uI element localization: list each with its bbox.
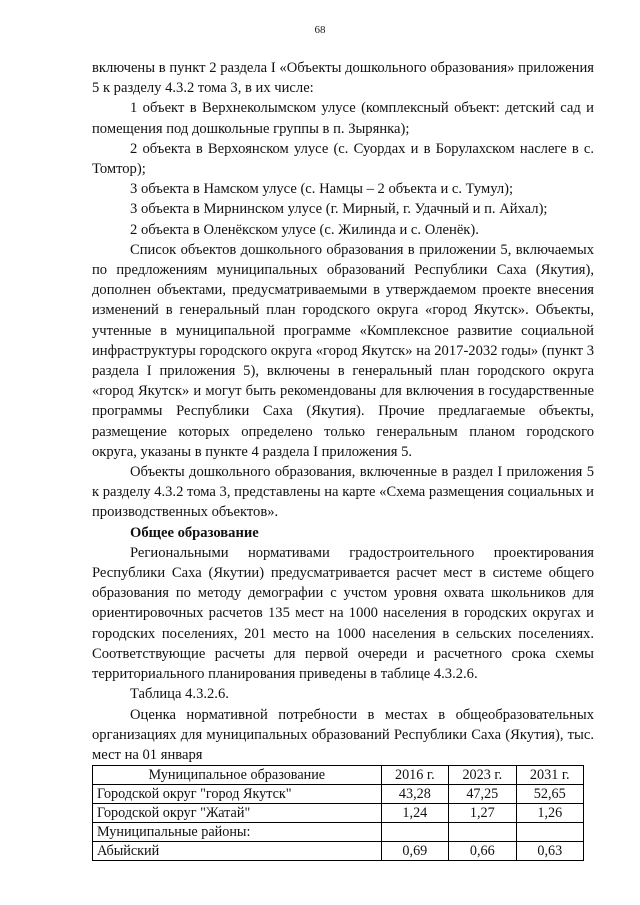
table-row xyxy=(93,823,584,842)
table-cell xyxy=(449,823,516,842)
list-item: 1 объект в Верхнеколымском улусе (комплексный объект: детский сад и помещения под дошкольные группы в п. Зырянка); xyxy=(92,100,594,137)
table-row xyxy=(93,785,584,804)
table-row xyxy=(93,842,584,861)
table-cell: Городской округ "город Якутск" xyxy=(93,785,382,804)
table-cell xyxy=(516,823,583,842)
list-item: 2 объекта в Оленёкском улусе (с. Жилинда и с. Оленёк). xyxy=(130,221,479,238)
table-header-cell: 2023 г. xyxy=(449,766,516,785)
list-item: 2 объекта в Верхоянском улусе (с. Суордах и в Борулахском наслеге в с. Томтор); xyxy=(92,140,594,178)
paragraph: включены в пункт 2 раздела I «Объекты дошкольного образования» приложения 5 к разделу 4.3.2 тома 3, в их числе: xyxy=(92,60,594,97)
table-cell: 1,27 xyxy=(449,804,516,823)
table-cell: 0,69 xyxy=(381,842,448,861)
table-caption: Оценка нормативной потребности в местах в общеобразовательных организациях для муниципальных образований Республики Саха (Якутия), тыс. мест на 01 января xyxy=(92,706,594,763)
table-cell: 1,26 xyxy=(516,804,583,823)
section-heading: Общее образование xyxy=(130,524,259,541)
list-item: 3 объекта в Мирнинском улусе (г. Мирный, г. Удачный и п. Айхал); xyxy=(130,201,548,218)
paragraph: Объекты дошкольного образования, включенные в раздел I приложения 5 к разделу 4.3.2 тома 3, представлены на карте «Схема размещения социальных и производственных объектов». xyxy=(92,464,594,521)
table-header-row xyxy=(93,766,584,785)
table-cell: 0,63 xyxy=(516,842,583,861)
table-cell: 47,25 xyxy=(449,785,516,804)
paragraph: Список объектов дошкольного образования в приложении 5, включаемых по предложениям муниципальных образований Республики Саха (Якутия), дополнен объектами, предусматриваемыми в утверждаемом проекте внесения изменений в генеральный план городского округа «город Якутск». Объекты, учтенные в муниципальной программе «Комплексное развитие социальной инфраструктуры городского округа «город Якутск» на 2017-2032 годы» (пункт 3 раздела I приложения 5), включены в генеральный план городского округа «город Якутск» и могут быть рекомендованы для включения в государственные программы Республики Саха (Якутия). Прочие предлагаемые объекты, размещение которых определено только генеральным планом городского округа, указаны в пункте 4 раздела I приложения 5. xyxy=(92,241,594,460)
table-cell: 52,65 xyxy=(516,785,583,804)
table-cell: Муниципальные районы: xyxy=(93,823,382,842)
document-body xyxy=(92,58,594,861)
table-cell: 1,24 xyxy=(381,804,448,823)
table-header-cell: Муниципальное образование xyxy=(93,766,382,785)
table-cell xyxy=(381,823,448,842)
paragraph: Региональными нормативами градостроительного проектирования Республики Саха (Якутии) предусматривается расчет мест в системе общего образования по методу демографии с учстом уровня охвата школьников для ориентировочных расчетов 135 мест на 1000 населения в городских округах и городских поселениях, 201 место на 1000 населения в сельских поселениях. Соответствующие расчеты для первой очереди и расчетного срока схемы территориального планирования приведены в таблице 4.3.2.6. xyxy=(92,544,594,683)
data-table xyxy=(92,765,584,861)
table-cell: 0,66 xyxy=(449,842,516,861)
table-label: Таблица 4.3.2.6. xyxy=(130,686,229,703)
list-item: 3 объекта в Намском улусе (с. Намцы – 2 объекта и с. Тумул); xyxy=(130,181,514,198)
table-header-cell: 2016 г. xyxy=(381,766,448,785)
page-number: 68 xyxy=(314,24,326,36)
table-cell: Городской округ "Жатай" xyxy=(93,804,382,823)
table-cell: Абыйский xyxy=(93,842,382,861)
table-header-cell: 2031 г. xyxy=(516,766,583,785)
table-cell: 43,28 xyxy=(381,785,448,804)
table-row xyxy=(93,804,584,823)
